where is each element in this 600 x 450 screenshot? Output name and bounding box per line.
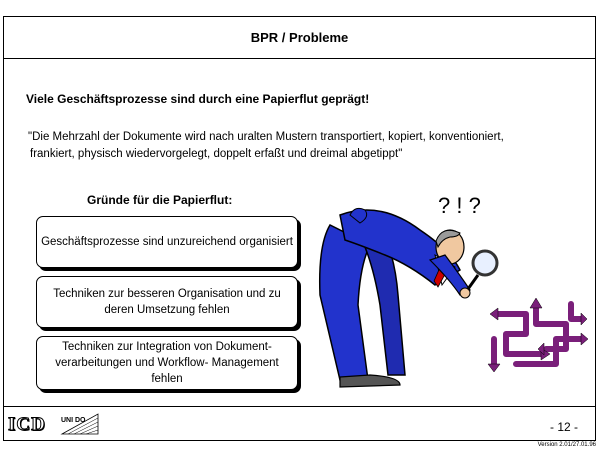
version-label: Version 2.01/27.01.96	[537, 442, 596, 448]
footer-divider	[3, 406, 596, 407]
slide-title: BPR / Probleme	[3, 16, 596, 59]
question-marks: ? ! ?	[438, 193, 481, 218]
unido-logo-text: UNI DO	[61, 417, 86, 424]
reason-box-3	[36, 336, 298, 390]
reason-box-2	[36, 276, 298, 328]
unido-logo	[60, 412, 100, 436]
page-number: - 12 -	[550, 420, 579, 434]
quote	[28, 129, 588, 163]
icd-logo: ICD	[8, 414, 46, 435]
reason-text-1: Geschäftsprozesse sind unzureichend organisiert	[41, 236, 293, 248]
detective-man-icon	[310, 185, 510, 395]
quote-line-2: frankiert, physisch wiedervorgelegt, doppelt erfaßt und dreimal abgetippt"	[30, 148, 403, 160]
reasons-title: Gründe für die Papierflut:	[87, 193, 233, 207]
reason-text-3: Techniken zur Integration von Dokument-verarbeitungen und Workflow- Management fehlen	[55, 341, 279, 385]
headline: Viele Geschäftsprozesse sind durch eine Papierflut geprägt!	[26, 92, 370, 106]
reason-text-2: Techniken zur besseren Organisation und zu deren Umsetzung fehlen	[53, 288, 281, 316]
quote-line-1: "Die Mehrzahl der Dokumente wird nach uralten Mustern transportiert, kopiert, konventioniert,	[28, 131, 504, 143]
reason-box-1	[36, 216, 298, 268]
arrows-maze-icon	[486, 294, 588, 372]
